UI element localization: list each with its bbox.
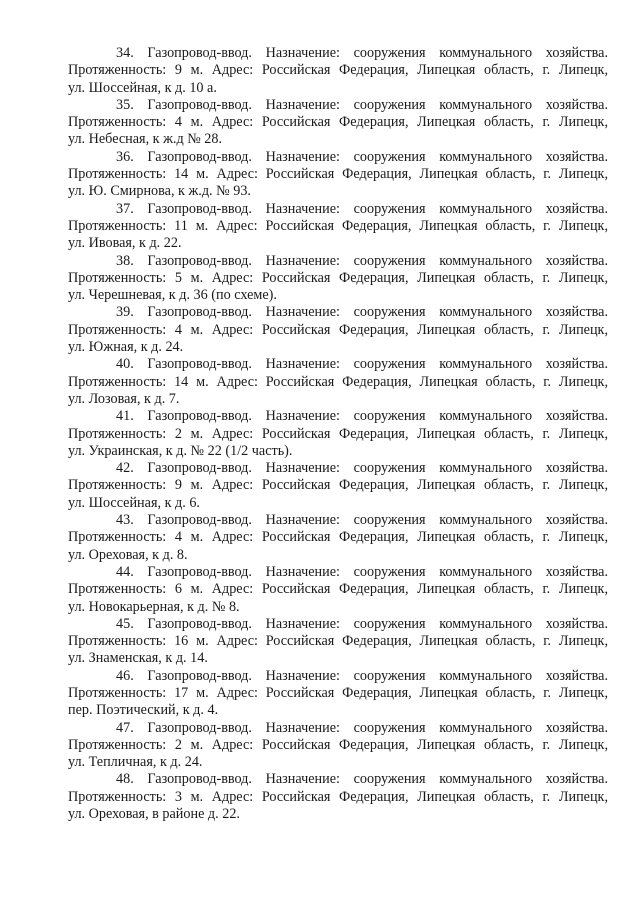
item-line: Протяженность: 5 м. Адрес: Российская Федерация, Липецкая область, г. Липецк,: [68, 269, 608, 286]
list-item: [68, 512, 608, 564]
item-line: 36. Газопровод-ввод. Назначение: сооружения коммунального хозяйства.: [116, 148, 608, 165]
item-line: Протяженность: 14 м. Адрес: Российская Федерация, Липецкая область, г. Липецк,: [68, 373, 608, 390]
item-line: Протяженность: 17 м. Адрес: Российская Федерация, Липецкая область, г. Липецк,: [68, 684, 608, 701]
item-line: Протяженность: 6 м. Адрес: Российская Федерация, Липецкая область, г. Липецк,: [68, 581, 608, 598]
item-line: 46. Газопровод-ввод. Назначение: сооружения коммунального хозяйства.: [116, 667, 608, 684]
item-line: ул. Ю. Смирнова, к ж.д. № 93.: [68, 183, 251, 200]
list-item: [68, 616, 608, 668]
item-line: ул. Черешневая, к д. 36 (по схеме).: [68, 287, 277, 304]
item-line: Протяженность: 3 м. Адрес: Российская Федерация, Липецкая область, г. Липецк,: [68, 788, 608, 805]
item-line: ул. Небесная, к ж.д № 28.: [68, 131, 223, 148]
item-line: 40. Газопровод-ввод. Назначение: сооружения коммунального хозяйства.: [116, 356, 608, 373]
item-line: ул. Новокарьерная, к д. № 8.: [68, 598, 240, 615]
item-line: ул. Лозовая, к д. 7.: [68, 390, 180, 407]
list-item: [68, 356, 608, 408]
item-line: Протяженность: 4 м. Адрес: Российская Федерация, Липецкая область, г. Липецк,: [68, 321, 608, 338]
list-item: [68, 668, 608, 720]
list-item: [68, 460, 608, 512]
item-line: Протяженность: 2 м. Адрес: Российская Федерация, Липецкая область, г. Липецк,: [68, 736, 608, 753]
list-item: [68, 720, 608, 772]
item-line: ул. Ивовая, к д. 22.: [68, 235, 182, 252]
list-item: [68, 97, 608, 149]
list-item: [68, 45, 608, 97]
item-line: Протяженность: 14 м. Адрес: Российская Федерация, Липецкая область, г. Липецк,: [68, 166, 608, 183]
item-line: ул. Ореховая, в районе д. 22.: [68, 806, 240, 823]
item-line: 42. Газопровод-ввод. Назначение: сооружения коммунального хозяйства.: [116, 460, 608, 477]
list-item: [68, 771, 608, 823]
item-line: 44. Газопровод-ввод. Назначение: сооружения коммунального хозяйства.: [116, 563, 608, 580]
item-line: ул. Знаменская, к д. 14.: [68, 650, 208, 667]
item-line: ул. Шоссейная, к д. 6.: [68, 494, 200, 511]
item-line: 41. Газопровод-ввод. Назначение: сооружения коммунального хозяйства.: [116, 408, 608, 425]
item-line: Протяженность: 9 м. Адрес: Российская Федерация, Липецкая область, г. Липецк,: [68, 477, 608, 494]
item-line: 43. Газопровод-ввод. Назначение: сооружения коммунального хозяйства.: [116, 512, 608, 529]
item-line: 39. Газопровод-ввод. Назначение: сооружения коммунального хозяйства.: [116, 304, 608, 321]
item-line: Протяженность: 2 м. Адрес: Российская Федерация, Липецкая область, г. Липецк,: [68, 425, 608, 442]
list-item: [68, 253, 608, 305]
item-line: ул. Украинская, к д. № 22 (1/2 часть).: [68, 442, 293, 459]
list-item: [68, 564, 608, 616]
item-line: 35. Газопровод-ввод. Назначение: сооружения коммунального хозяйства.: [116, 96, 608, 113]
list-item: [68, 201, 608, 253]
item-line: Протяженность: 9 м. Адрес: Российская Федерация, Липецкая область, г. Липецк,: [68, 62, 608, 79]
item-line: ул. Ореховая, к д. 8.: [68, 546, 188, 563]
item-line: 47. Газопровод-ввод. Назначение: сооружения коммунального хозяйства.: [116, 719, 608, 736]
item-line: ул. Тепличная, к д. 24.: [68, 754, 203, 771]
item-line: 37. Газопровод-ввод. Назначение: сооружения коммунального хозяйства.: [116, 200, 608, 217]
item-line: Протяженность: 4 м. Адрес: Российская Федерация, Липецкая область, г. Липецк,: [68, 529, 608, 546]
list-item: [68, 149, 608, 201]
item-line: 38. Газопровод-ввод. Назначение: сооружения коммунального хозяйства.: [116, 252, 608, 269]
item-line: Протяженность: 16 м. Адрес: Российская Федерация, Липецкая область, г. Липецк,: [68, 633, 608, 650]
item-line: 48. Газопровод-ввод. Назначение: сооружения коммунального хозяйства.: [116, 771, 608, 788]
item-line: 45. Газопровод-ввод. Назначение: сооружения коммунального хозяйства.: [116, 615, 608, 632]
list-item: [68, 408, 608, 460]
item-line: ул. Шоссейная, к д. 10 а.: [68, 79, 217, 96]
item-line: Протяженность: 4 м. Адрес: Российская Федерация, Липецкая область, г. Липецк,: [68, 114, 608, 131]
item-line: пер. Поэтический, к д. 4.: [68, 702, 219, 719]
item-line: 34. Газопровод-ввод. Назначение: сооружения коммунального хозяйства.: [116, 45, 608, 61]
item-line: Протяженность: 11 м. Адрес: Российская Федерация, Липецкая область, г. Липецк,: [68, 217, 608, 234]
item-list: [68, 45, 608, 823]
item-line: ул. Южная, к д. 24.: [68, 339, 184, 356]
list-item: [68, 304, 608, 356]
